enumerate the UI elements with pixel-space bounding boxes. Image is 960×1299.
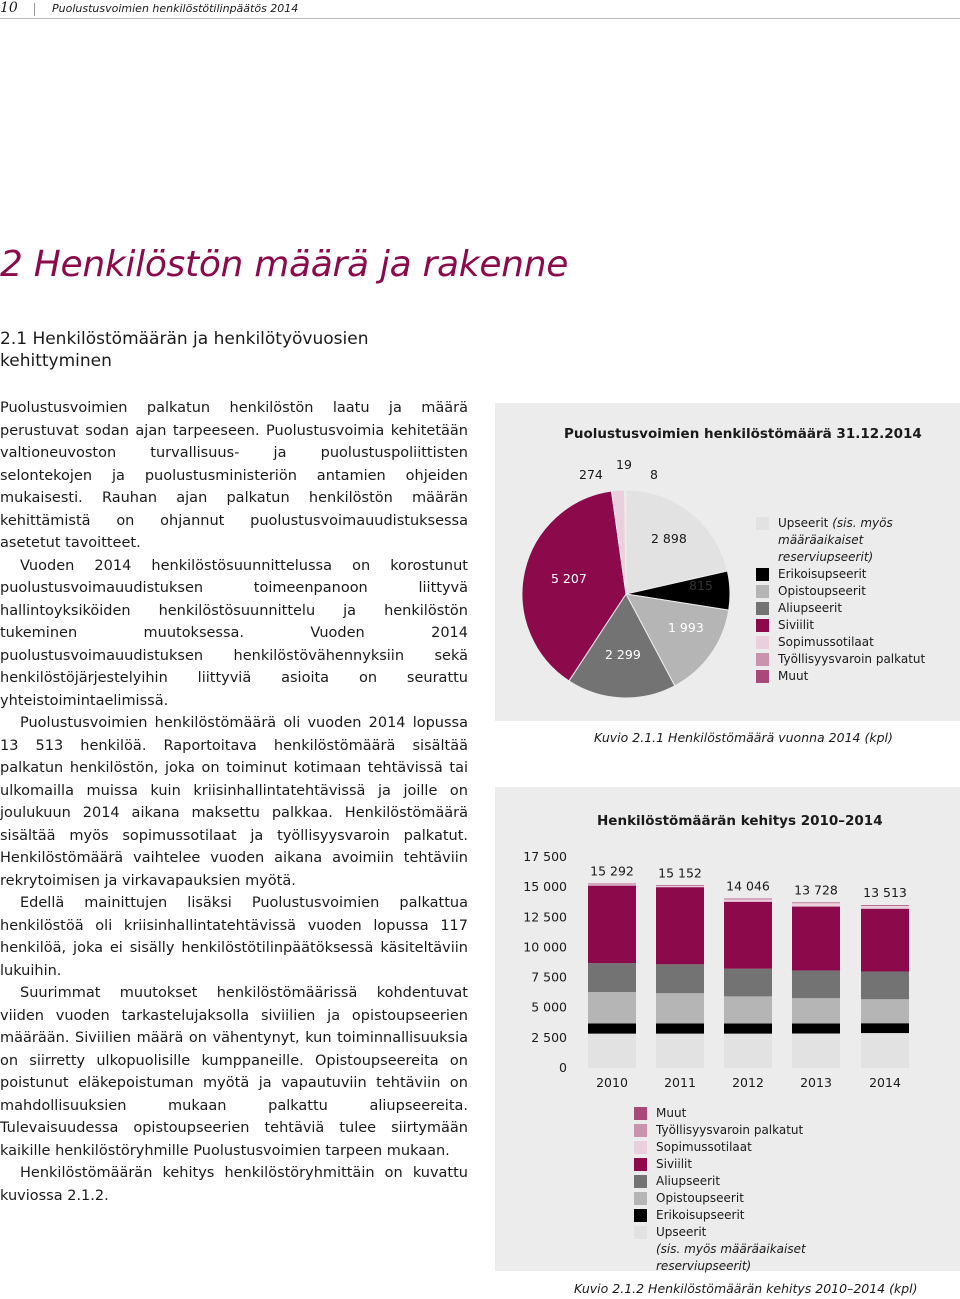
bar-segment-siviilit [588, 886, 636, 964]
bar-segment-upseerit [792, 1034, 840, 1068]
paragraph: Henkilöstömäärän kehitys henkilöstöryhmittäin on kuvattu kuviossa 2.1.2. [0, 1165, 468, 1204]
legend-item-siviilit: Siviilit [634, 1156, 874, 1173]
pie-label-tyollisyysvaroin: 19 [616, 457, 632, 472]
running-header: Puolustusvoimien henkilöstötilinpäätös 2014 [52, 2, 299, 15]
bar-segment-aliupseerit [792, 970, 840, 998]
bar-segment-siviilit [724, 902, 772, 969]
pie-label-aliupseerit: 2 299 [605, 647, 641, 662]
bar-total-label: 15 292 [590, 863, 634, 879]
paragraph: Edellä mainittujen lisäksi Puolustusvoimien palkattua henkilöstöä oli kriisinhallintatehtävissä vuoden lopussa 117 henkilöä, joka ei sisälly henkilöstötilinpäätöksessä käsiteltäviin lukuihin. [0, 895, 468, 979]
bar-segment-aliupseerit [861, 971, 909, 999]
paragraph: Puolustusvoimien henkilöstömäärä oli vuoden 2014 lopussa 13 513 henkilöä. Raportoitava henkilöstömäärä sisältää palkatun henkilöstön, joka on toiminut kotimaan tehtävissä tai ulkomailla muissa kuin kriisinhallintatehtävissä ja joille on joulukuun 2014 aikana maksettu palkkaa. Henkilöstömäärä sisältää myös sopimussotilaat ja työllisyysvaroin palkatut. Henkilöstömäärä vaihtelee vuoden aikana avoimiin tehtäviin rekrytoimisen ja virkavapauksien myötä. [0, 715, 468, 889]
pie-label-erikoisupseerit: 815 [689, 578, 713, 593]
pie-label-upseerit: 2 898 [651, 531, 687, 546]
x-tick-label: 2013 [800, 1075, 832, 1090]
legend-item-opistoupseerit: Opistoupseerit [756, 583, 956, 600]
bar-segment-upseerit [724, 1034, 772, 1068]
legend-item-muut: Muut [756, 668, 956, 685]
y-tick-label: 7 500 [531, 969, 567, 985]
bar-total-label: 13 513 [863, 885, 907, 901]
x-tick-label: 2014 [869, 1075, 901, 1090]
bar-chart-title: Henkilöstömäärän kehitys 2010–2014 [597, 813, 883, 829]
bar-segment-erikoisupseerit [588, 1023, 636, 1033]
bar-segment-sopimussotilaat [861, 905, 909, 908]
bar-segment-aliupseerit [656, 964, 704, 993]
legend-item-tyollisyysvaroin: Työllisyysvaroin palkatut [634, 1122, 874, 1139]
legend-item-upseerit: Upseerit (sis. myös määräaikaiset reserviupseerit) [634, 1224, 874, 1275]
bar-segment-siviilit [792, 907, 840, 971]
y-tick-label: 12 500 [523, 909, 567, 925]
legend-swatch [634, 1192, 647, 1205]
y-tick-label: 10 000 [523, 939, 567, 955]
y-tick-label: 15 000 [523, 879, 567, 895]
paragraph: Puolustusvoimien palkatun henkilöstön laatu ja määrä perustuvat sodan ajan tarpeeseen. Puolustusvoimia kehitetään valtioneuvoston turvallisuus- ja puolustuspoliittisten selontekojen ja puolustusministeriön antamien ohjeiden mukaisesti. Rauhan ajan palkatun henkilöstön määrän kehittämistä on ohjannut puolustusvoimauudistuksessa asetetut tavoitteet. [0, 400, 468, 551]
legend-item-erikoisupseerit: Erikoisupseerit [756, 566, 956, 583]
bar-segment-muut [656, 885, 704, 886]
x-tick-label: 2012 [732, 1075, 764, 1090]
legend-swatch [634, 1158, 647, 1171]
bar-segment-upseerit [588, 1034, 636, 1068]
x-tick-label: 2010 [596, 1075, 628, 1090]
bar-total-label: 13 728 [794, 882, 838, 898]
bar-total-label: 15 152 [658, 865, 702, 881]
bar-segment-sopimussotilaat [724, 899, 772, 902]
legend-item-sopimussotilaat: Sopimussotilaat [634, 1139, 874, 1156]
bar-segment-upseerit [656, 1034, 704, 1068]
legend-item-aliupseerit: Aliupseerit [756, 600, 956, 617]
bar-segment-siviilit [861, 909, 909, 972]
pie-label-siviilit: 5 207 [551, 571, 587, 586]
legend-item-opistoupseerit: Opistoupseerit [634, 1190, 874, 1207]
legend-item-tyollisyysvaroin: Työllisyysvaroin palkatut [756, 651, 956, 668]
bar-segment-muut [792, 902, 840, 903]
pie-chart-title: Puolustusvoimien henkilöstömäärä 31.12.2014 [564, 426, 922, 442]
bar-segment-aliupseerit [724, 969, 772, 997]
legend-swatch [634, 1209, 647, 1222]
bar-segment-opistoupseerit [792, 998, 840, 1023]
bar-segment-muut [724, 899, 772, 900]
bar-total-label: 14 046 [726, 878, 770, 894]
y-tick-label: 0 [559, 1060, 567, 1075]
pie-label-muut: 8 [650, 467, 658, 482]
bar-segment-opistoupseerit [724, 996, 772, 1023]
bar-segment-upseerit [861, 1033, 909, 1068]
bar-chart-caption: Kuvio 2.1.2 Henkilöstömäärän kehitys 2010–2014 (kpl) [574, 1281, 918, 1296]
pie-label-opistoupseerit: 1 993 [668, 620, 704, 635]
bar-segment-erikoisupseerit [861, 1023, 909, 1033]
bar-segment-siviilit [656, 887, 704, 964]
bar-segment-erikoisupseerit [792, 1024, 840, 1034]
bar-segment-opistoupseerit [656, 993, 704, 1023]
bar-segment-sopimussotilaat [792, 903, 840, 907]
bar-segment-aliupseerit [588, 963, 636, 992]
section-title: 2.1 Henkilöstömäärän ja henkilötyövuosien kehittyminen [0, 329, 369, 371]
bar-segment-muut [861, 905, 909, 906]
bar-segment-erikoisupseerit [656, 1023, 704, 1033]
legend-item-muut: Muut [634, 1105, 874, 1122]
bar-segment-opistoupseerit [588, 992, 636, 1023]
y-tick-label: 2 500 [531, 1029, 567, 1045]
legend-item-upseerit: Upseerit (sis. myös määräaikaiset reserviupseerit) [756, 515, 956, 566]
legend-swatch [634, 1124, 647, 1137]
bar-segment-erikoisupseerit [724, 1024, 772, 1034]
legend-swatch [634, 1175, 647, 1188]
page-number: 10 [0, 0, 18, 16]
legend-item-aliupseerit: Aliupseerit [634, 1173, 874, 1190]
x-tick-label: 2011 [664, 1075, 696, 1090]
y-tick-label: 5 000 [531, 999, 567, 1015]
y-tick-label: 17 500 [523, 849, 567, 864]
legend-item-erikoisupseerit: Erikoisupseerit [634, 1207, 874, 1224]
pie-label-sopimussotilaat: 274 [579, 467, 603, 482]
paragraph: Suurimmat muutokset henkilöstömäärissä kohdentuvat viiden vuoden tarkastelujaksolla siviilien ja opistoupseerien määrään. Siviilien määrä on vähentynyt, kun toiminnallisuuksia on siirretty ulkopuolisille kumppaneille. Opistoupseereita on poistunut eläkepoistuman myötä ja vapautuviin tehtäviin on mahdollisuuksien mukaan palkattu aliupseereita. Tulevaisuudessa opistoupseerien tehtäviä tulee siirtymään kaikille henkilöstöryhmille Puolustusvoimien tarpeen mukaan. [0, 985, 468, 1159]
chapter-title: 2 Henkilöstön määrä ja rakenne [0, 244, 569, 285]
paragraph: Vuoden 2014 henkilöstösuunnittelussa on korostunut puolustusvoimauudistuksen toimeenpanoon liittyvä hallintoyksiköiden henkilöstösuunnittelu ja henkilöstön tukeminen muutoksessa. Vuoden 2014 puolustusvoimauudistuksen henkilöstövähennyksiin sekä henkilöstöjärjestelyihin liittyviä asioita on seurattu yhteistoimintaelimissä. [0, 557, 468, 709]
legend-swatch [634, 1107, 647, 1120]
bar-segment-opistoupseerit [861, 999, 909, 1023]
pie-chart-caption: Kuvio 2.1.1 Henkilöstömäärä vuonna 2014 (kpl) [594, 730, 893, 745]
legend-swatch [634, 1141, 647, 1154]
bar-legend [634, 1105, 874, 1275]
legend-item-sopimussotilaat: Sopimussotilaat [756, 634, 956, 651]
legend-swatch [634, 1226, 647, 1239]
bar-segment-muut [588, 884, 636, 885]
legend-item-siviilit: Siviilit [756, 617, 956, 634]
